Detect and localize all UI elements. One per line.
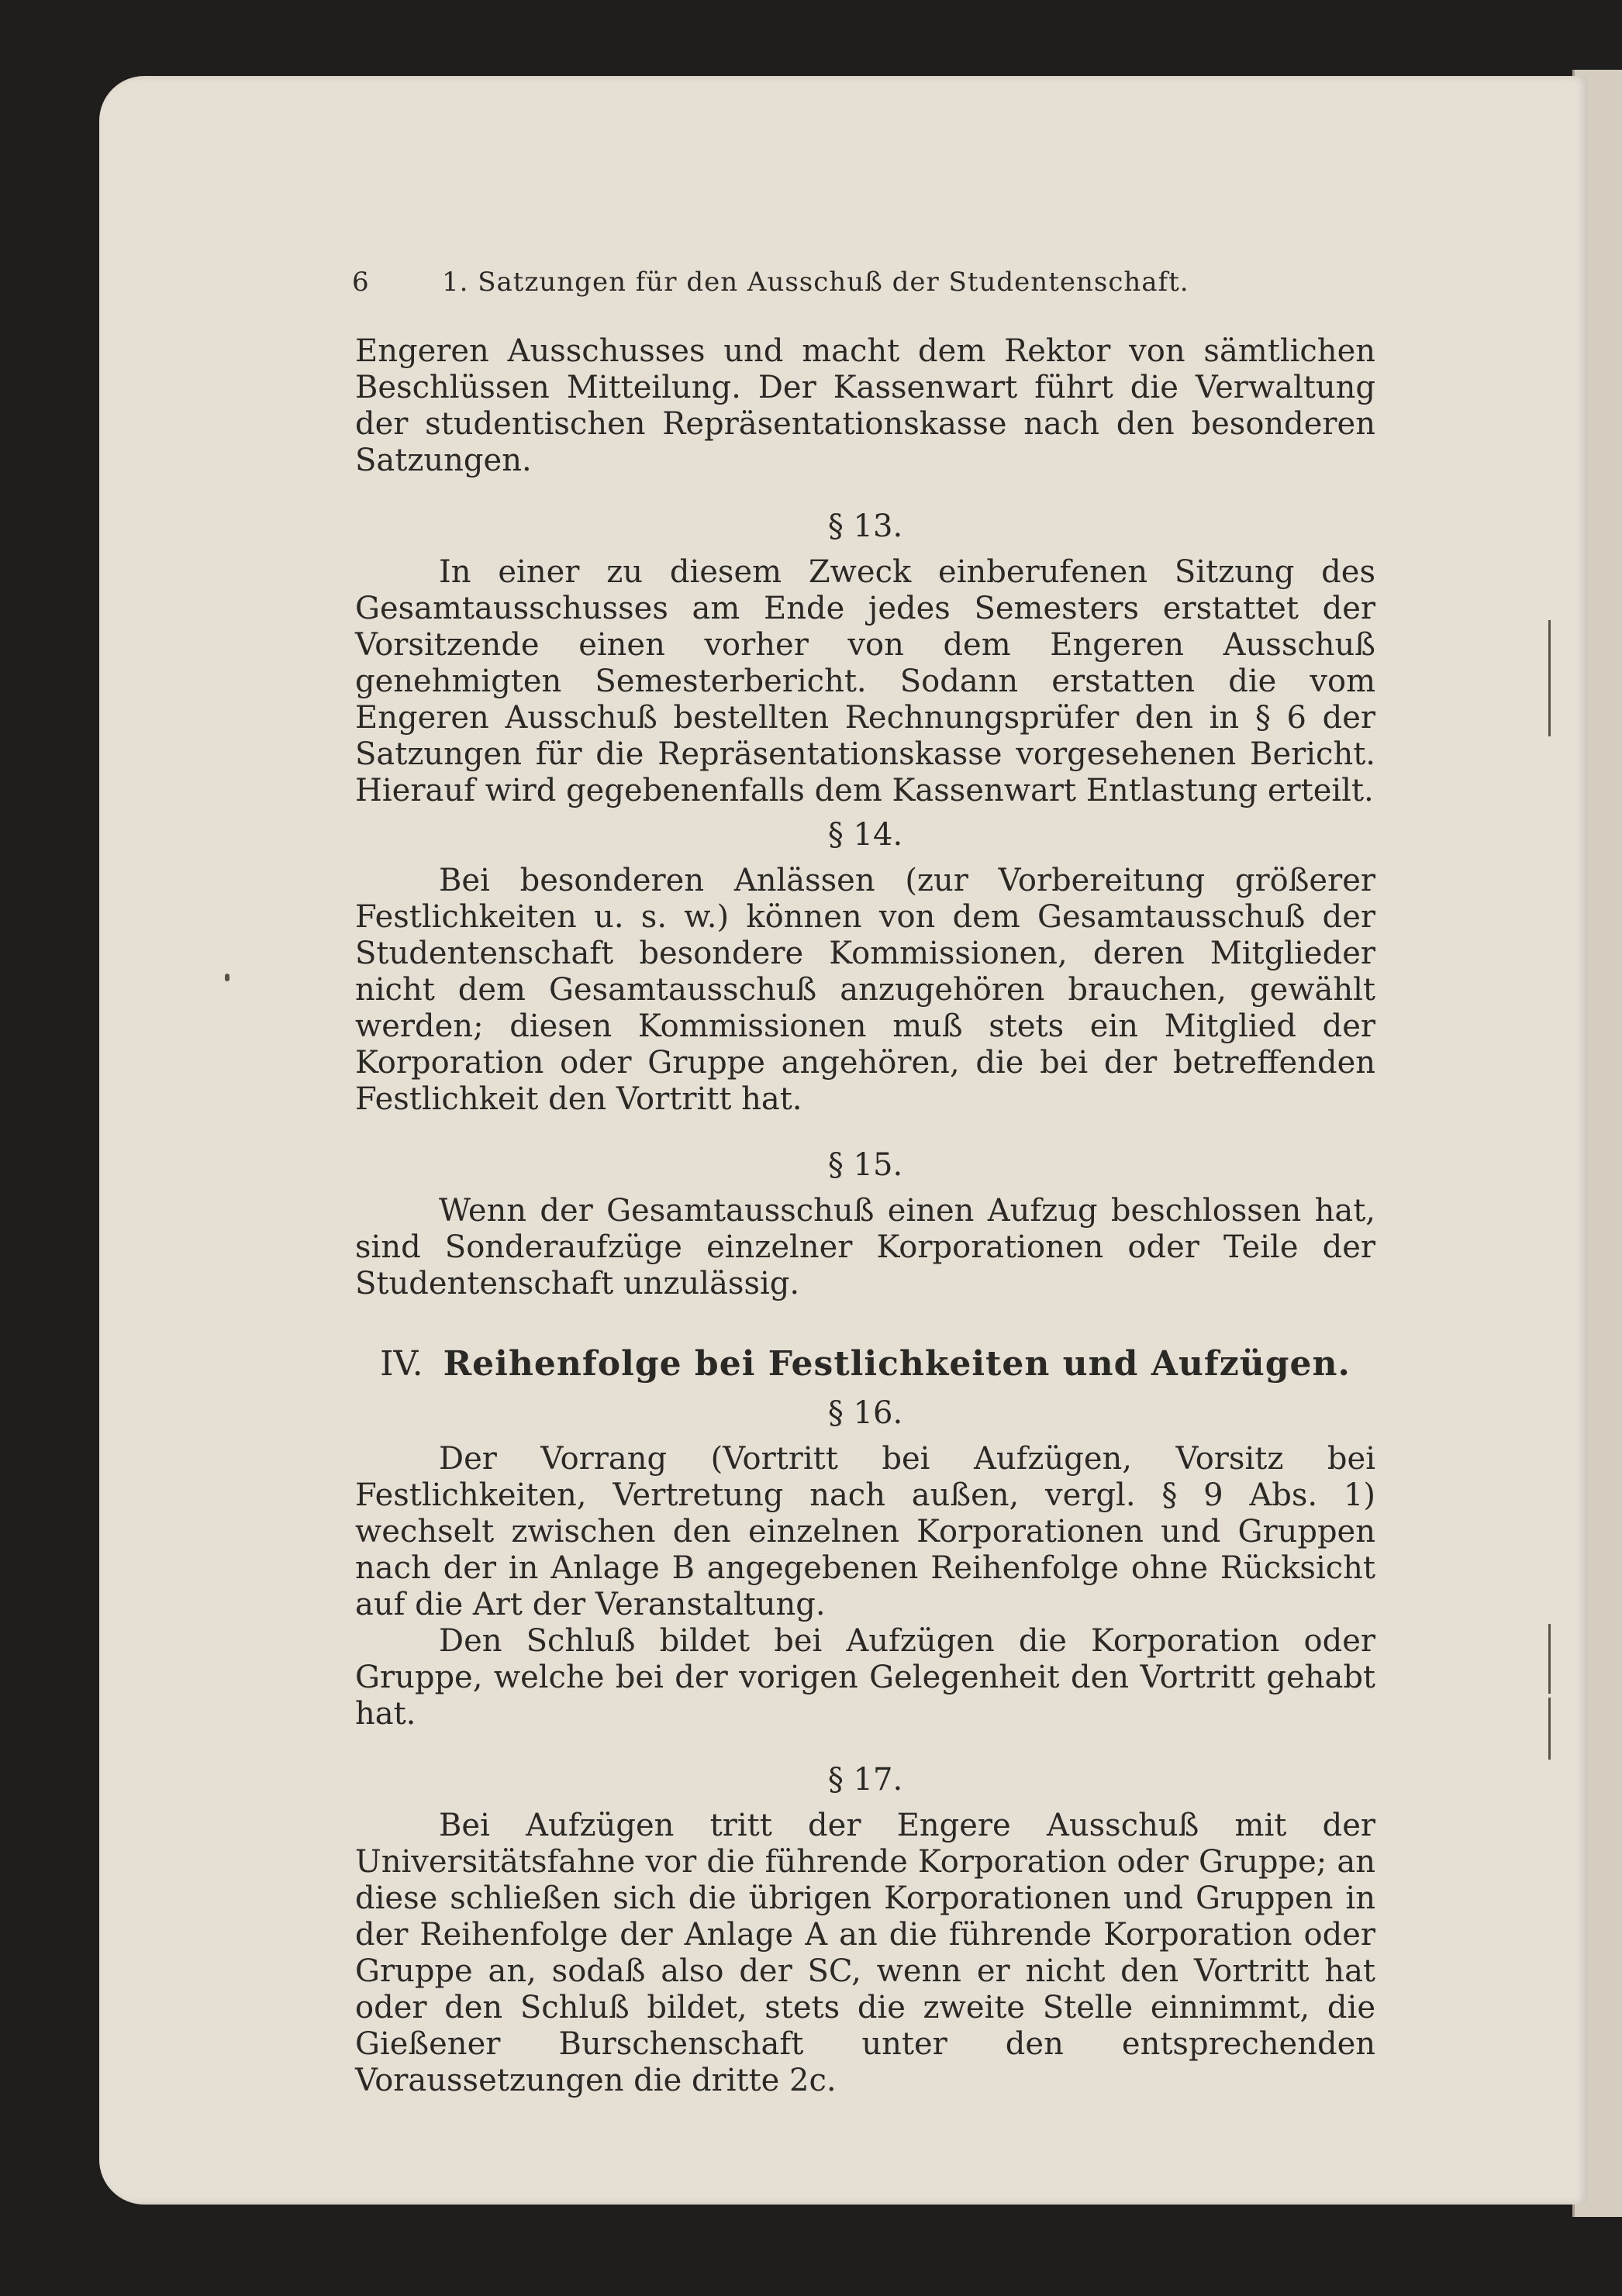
body-text <box>355 333 1375 2099</box>
chapter-title: Reihenfolge bei Festlichkeiten und Aufzügen. <box>443 1344 1351 1384</box>
section-17-text: Bei Aufzügen tritt der Engere Ausschuß mit der Universitätsfahne vor die führende Korporation oder Gruppe; an diese schließen sich die übrigen Korporationen und Gruppen in der Reihenfolge der Anlage A an die führende Korporation oder Gruppe an, sodaß also der SC, wenn er nicht den Vortritt hat oder den Schluß bildet, stets die zweite Stelle einnimmt, die Gießener Burschenschaft unter den entsprechenden Voraussetzungen die dritte 2c. <box>355 1808 1375 2098</box>
section-heading-17: § 17. <box>827 1762 903 1798</box>
section-heading-15: § 15. <box>827 1147 903 1183</box>
chapter-heading <box>355 1341 1375 1388</box>
ink-speck <box>225 974 229 981</box>
page-number: 6 <box>352 267 369 298</box>
section-16-text-2: Den Schluß bildet bei Aufzügen die Korporation oder Gruppe, welche bei der vorigen Gelegenheit den Vortritt gehabt hat. <box>355 1623 1375 1732</box>
chapter-number: IV. <box>380 1344 423 1384</box>
section-heading-16: § 16. <box>827 1395 903 1431</box>
section-heading-14: § 14. <box>827 817 903 853</box>
section-14-text: Bei besonderen Anlässen (zur Vorbereitung größerer Festlichkeiten u. s. w.) können von dem Gesamtausschuß der Studentenschaft besondere Kommissionen, deren Mitglieder nicht dem Gesamtausschuß anzugehören brauchen, gewählt werden; diesen Kommissionen muß stets ein Mitglied der Korporation oder Gruppe angehören, die bei der betreffenden Festlichkeit den Vortritt hat. <box>355 863 1375 1117</box>
section-16-text: Der Vorrang (Vortritt bei Aufzügen, Vorsitz bei Festlichkeiten, Vertretung nach außen, vergl. § 9 Abs. 1) wechselt zwischen den einzelnen Korporationen und Gruppen nach der in Anlage B angegebenen Reihenfolge ohne Rücksicht auf die Art der Veranstaltung. <box>355 1441 1375 1622</box>
section-15-text: Wenn der Gesamtausschuß einen Aufzug beschlossen hat, sind Sonderaufzüge einzelner Korporationen oder Teile der Studentenschaft unzulässig. <box>355 1193 1375 1301</box>
intro-paragraph: Engeren Ausschusses und macht dem Rektor von sämtlichen Beschlüssen Mitteilung. Der Kassenwart führt die Verwaltung der studentischen Repräsentationskasse nach den besonderen Satzungen. <box>355 333 1375 478</box>
page-edge-mark <box>1548 1624 1551 1694</box>
section-heading-13: § 13. <box>827 508 903 544</box>
page-edge-mark <box>1548 620 1551 736</box>
running-title: 1. Satzungen für den Ausschuß der Studentenschaft. <box>442 267 1189 298</box>
running-head <box>352 267 1375 298</box>
section-13-text: In einer zu diesem Zweck einberufenen Sitzung des Gesamtausschusses am Ende jedes Semesters erstattet der Vorsitzende einen vorher von dem Engeren Ausschuß genehmigten Semesterbericht. Sodann erstatten die vom Engeren Ausschuß bestellten Rechnungsprüfer den in § 6 der Satzungen für die Repräsentationskasse vorgesehenen Bericht. Hierauf wird gegebenenfalls dem Kassenwart Entlastung erteilt. <box>355 554 1375 808</box>
page-edge-mark <box>1548 1698 1551 1760</box>
